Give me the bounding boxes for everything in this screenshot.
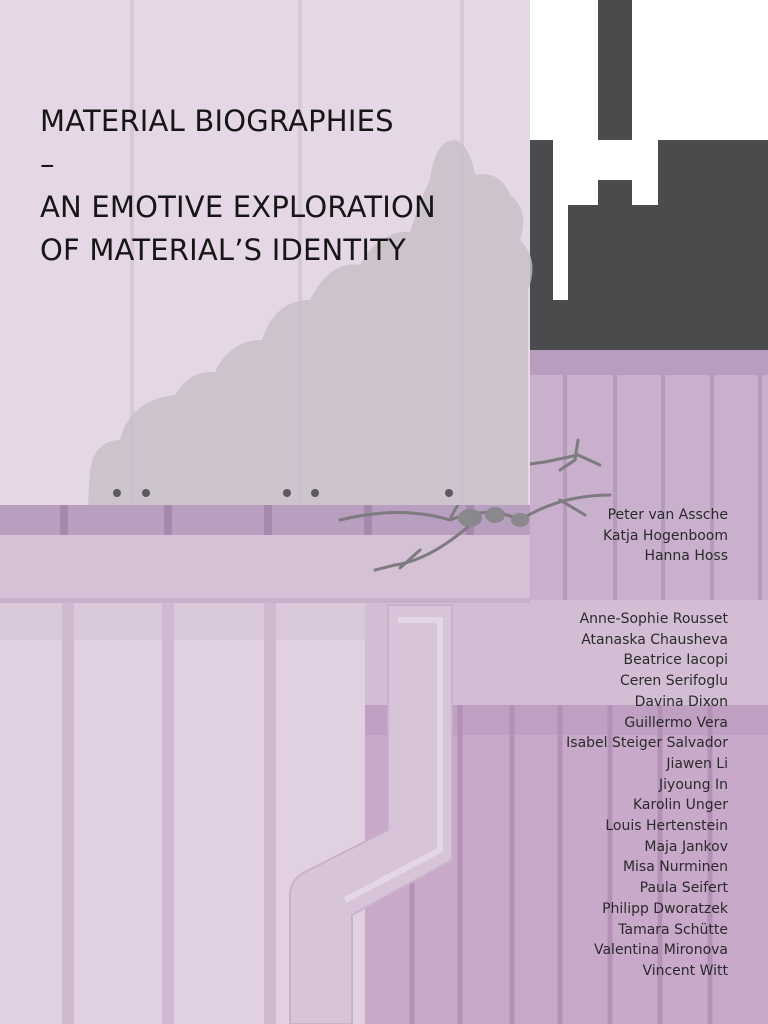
title-line-2: – bbox=[40, 147, 55, 181]
contributors-list bbox=[468, 609, 728, 982]
authors-list bbox=[468, 505, 728, 567]
contributor-name: Davina Dixon bbox=[634, 693, 728, 710]
contributor-name: Atanaska Chausheva bbox=[581, 631, 728, 648]
contributor-name: Louis Hertenstein bbox=[605, 818, 728, 835]
contributor-name: Karolin Unger bbox=[632, 797, 728, 814]
contributor-name: Paula Seifert bbox=[639, 880, 728, 897]
contributor-name: Valentina Mironova bbox=[593, 942, 728, 959]
contributor-name: Beatrice Iacopi bbox=[623, 652, 728, 669]
author-name: Hanna Hoss bbox=[644, 548, 728, 565]
contributor-name: Ceren Serifoglu bbox=[619, 673, 728, 690]
title-line-1: MATERIAL BIOGRAPHIES bbox=[40, 104, 394, 138]
contributor-name: Anne-Sophie Rousset bbox=[579, 611, 728, 627]
contributor-name: Maja Jankov bbox=[644, 838, 728, 855]
contributor-name: Guillermo Vera bbox=[624, 714, 728, 731]
contributor-name: Philipp Dworatzek bbox=[602, 900, 728, 917]
contributor-name: Misa Nurminen bbox=[622, 859, 728, 876]
contributor-name: Jiawen Li bbox=[666, 755, 728, 772]
contributor-name: Tamara Schütte bbox=[618, 921, 728, 938]
title-line-4: OF MATERIAL’S IDENTITY bbox=[40, 233, 406, 267]
author-name: Peter van Assche bbox=[607, 507, 728, 523]
contributor-name: Isabel Steiger Salvador bbox=[566, 735, 728, 752]
book-title bbox=[40, 100, 520, 272]
contributor-name: Jiyoung In bbox=[659, 776, 728, 793]
contributor-name: Vincent Witt bbox=[642, 962, 728, 979]
title-line-3: AN EMOTIVE EXPLORATION bbox=[40, 190, 436, 224]
author-name: Katja Hogenboom bbox=[602, 527, 728, 544]
